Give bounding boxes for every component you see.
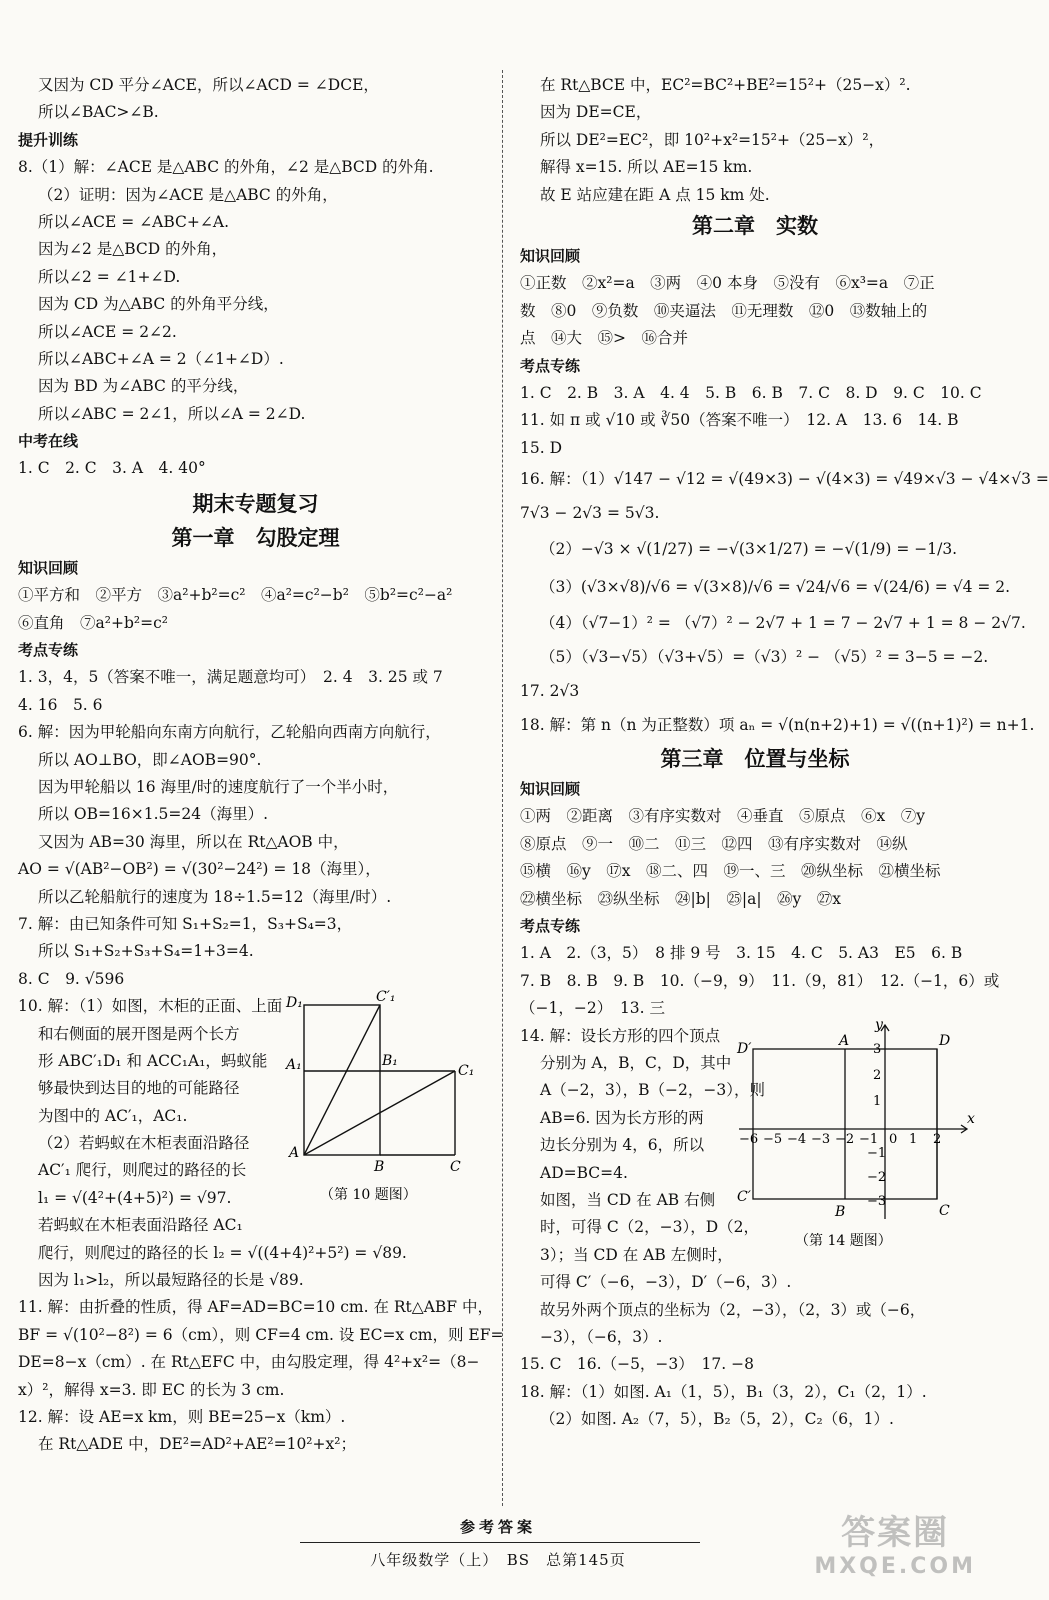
text-line: ①平方和 ②平方 ③a²+b²=c² ④a²=c²−b² ⑤b²=c²−a²: [18, 586, 453, 605]
section-heading: 考点专练: [520, 917, 581, 936]
text-line: 10. 解：（1）如图，木柜的正面、上面: [18, 997, 283, 1016]
question-14-block: [520, 1016, 990, 1297]
text-line: 12. 解：设 AE=x km，则 BE=25−x（km）.: [18, 1407, 346, 1426]
section-heading: 知识回顾: [18, 558, 79, 577]
text-line: 4. 16 5. 6: [18, 695, 103, 714]
point-d-label: D: [939, 1032, 951, 1049]
y-tick-label: 3: [873, 1041, 882, 1057]
text-line: ⑥直角 ⑦a²+b²=c²: [18, 613, 168, 632]
label-d1: D₁: [286, 995, 303, 1012]
text-line: 形 ABC′₁D₁ 和 ACC₁A₁，蚂蚁能: [38, 1051, 268, 1070]
text-line: 11. 如 π 或 √10 或 ∛50（答案不唯一） 12. A 13. 6 14. B: [520, 411, 959, 430]
figure-caption: （第 14 题图）: [795, 1232, 892, 1249]
text-line: 在 Rt△ADE 中，DE²=AD²+AE²=10²+x²；: [38, 1435, 356, 1454]
chapter-title: 第一章 勾股定理: [171, 525, 340, 550]
section-heading: 知识回顾: [520, 780, 581, 799]
section-heading: 提升训练: [18, 130, 79, 149]
text-line: （4）（√7−1）² = （√7）² − 2√7 + 1 = 7 − 2√7 + 1 = 8 − 2√7.: [540, 614, 1026, 633]
text-line: 分别为 A，B，C，D，其中: [540, 1053, 732, 1072]
point-c-label: C: [939, 1202, 950, 1219]
text-line: 18. 解：（1）如图. A₁（1，5），B₁（3，2），C₁（2，1）.: [520, 1382, 927, 1401]
text-line: ①两 ②距离 ③有序实数对 ④垂直 ⑤原点 ⑥x ⑦y: [520, 807, 925, 826]
x-tick-label: −6: [739, 1131, 759, 1147]
section-heading: 考点专练: [520, 356, 581, 375]
y-tick-label: 2: [873, 1067, 882, 1083]
footer-page-info: 八年级数学（上） BS 总第145页: [370, 1551, 626, 1569]
text-line: 15. D: [520, 438, 563, 457]
x-tick-label: −4: [787, 1131, 807, 1147]
watermark-bottom: MXQE.COM: [814, 1554, 976, 1579]
text-line: x）²，解得 x=3. 即 EC 的长为 3 cm.: [18, 1380, 285, 1399]
text-line: 点 ⑭大 ⑮> ⑯合并: [520, 329, 688, 348]
section-heading: 知识回顾: [520, 246, 581, 265]
text-line: （3）(√3×√8)/√6 = √(3×8)/√6 = √24/√6 = √(24/6) = √4 = 2.: [540, 578, 1011, 597]
text-line: 所以 OB=16×1.5=24（海里）.: [38, 805, 269, 824]
x-tick-label: 1: [909, 1131, 918, 1147]
text-line: 所以 S₁+S₂+S₃+S₄=1+3=4.: [38, 942, 254, 961]
x-tick-label: −1: [859, 1131, 879, 1147]
text-line: ⑧原点 ⑨一 ⑩二 ⑪三 ⑫四 ⑬有序实数对 ⑭纵: [520, 834, 908, 853]
footer-rule: [300, 1542, 700, 1543]
text-line: 因为∠2 是△BCD 的外角，: [38, 240, 228, 259]
label-a1: A₁: [286, 1057, 302, 1074]
label-b: B: [374, 1159, 385, 1176]
text-line: 6. 解：因为甲轮船向东南方向航行，乙轮船向西南方向航行，: [18, 723, 441, 742]
text-line: l₁ = √(4²+(4+5)²) = √97.: [38, 1188, 232, 1207]
watermark-logo: [814, 1505, 976, 1579]
text-line: 如图，当 CD 在 AB 右侧: [540, 1190, 716, 1209]
watermark-top: 答案圈: [841, 1513, 950, 1553]
left-column: [18, 72, 504, 1459]
text-line: 3）；当 CD 在 AB 左侧时，: [540, 1245, 733, 1264]
text-line: AO = √(AB²−OB²) = √(30²−24²) = 18（海里），: [18, 860, 381, 879]
label-a: A: [289, 1145, 300, 1162]
text-line: ㉒横坐标 ㉓纵坐标 ㉔|b| ㉕|a| ㉖y ㉗x: [520, 889, 842, 908]
label-c1: C₁: [458, 1063, 475, 1080]
text-line: 1. A 2.（3，5） 8 排 9 号 3. 15 4. C 5. A3 E5 6. B: [520, 944, 963, 963]
x-tick-label: −5: [763, 1131, 783, 1147]
text-line: （−1，−2） 13. 三: [520, 999, 666, 1018]
question-10-block: [18, 989, 493, 1212]
section-heading: 考点专练: [18, 641, 79, 660]
y-tick-label: −2: [867, 1169, 887, 1185]
text-line: DE=8−x（cm）. 在 Rt△EFC 中，由勾股定理，得 4²+x²=（8−: [18, 1353, 480, 1372]
point-b-label: B: [835, 1203, 846, 1220]
text-line: 所以 AO⊥BO，即∠AOB=90°.: [38, 750, 262, 769]
text-line: ①正数 ②x²=a ③两 ④0 本身 ⑤没有 ⑥x³=a ⑦正: [520, 274, 935, 293]
text-line: 11. 解：由折叠的性质，得 AF=AD=BC=10 cm. 在 Rt△ABF 中，: [18, 1298, 493, 1317]
text-line: 因为 CD 为△ABC 的外角平分线，: [38, 295, 279, 314]
text-line: 16. 解：（1）√147 − √12 = √(49×3) − √(4×3) = √49×√3 − √4×√3 =: [520, 470, 1049, 489]
text-line: 所以∠BAC>∠B.: [38, 103, 159, 122]
text-line: 够最快到达目的地的可能路径: [38, 1079, 240, 1098]
text-line: （5）（√3−√5）（√3+√5）=（√3）² − （√5）² = 3−5 = −2.: [540, 648, 989, 667]
y-tick-label: −3: [867, 1193, 887, 1209]
text-line: 7√3 − 2√3 = 5√3.: [520, 504, 660, 523]
figure-14-coordinate-plane: [735, 1016, 985, 1254]
text-line: 所以乙轮船航行的速度为 18÷1.5=12（海里/时）.: [38, 887, 392, 906]
text-line: 数 ⑧0 ⑨负数 ⑩夹逼法 ⑪无理数 ⑫0 ⑬数轴上的: [520, 301, 928, 320]
text-line: 故 E 站应建在距 A 点 15 km 处.: [540, 185, 770, 204]
text-line: AB=6. 因为长方形的两: [540, 1108, 704, 1127]
text-line: 和右侧面的展开图是两个长方: [38, 1024, 240, 1043]
text-line: 又因为 AB=30 海里，所以在 Rt△AOB 中，: [38, 832, 349, 851]
text-line: 爬行，则爬过的路径的长 l₂ = √((4+4)²+5²) = √89.: [38, 1243, 407, 1262]
text-line: （2）证明：因为∠ACE 是△ABC 的外角，: [38, 185, 338, 204]
text-line: A（−2，3），B（−2，−3），则: [540, 1081, 765, 1100]
text-line: 所以∠ACE = ∠ABC+∠A.: [38, 212, 230, 231]
point-c-prime-label: C′: [737, 1188, 751, 1205]
text-line: 因为 DE=CE，: [540, 103, 652, 122]
text-line: 故另外两个顶点的坐标为（2，−3），（2，3）或（−6，: [540, 1300, 926, 1319]
axis-x-label: x: [967, 1110, 975, 1127]
chapter-title: 第三章 位置与坐标: [660, 747, 850, 772]
text-line: 所以∠ABC+∠A = 2（∠1+∠D）.: [38, 349, 284, 368]
text-line: （2）若蚂蚁在木柜表面沿路径: [38, 1134, 250, 1153]
text-line: BF = √(10²−8²) = 6（cm），则 CF=4 cm. 设 EC=x cm，则 EF=: [18, 1325, 504, 1344]
text-line: 若蚂蚁在木柜表面沿路径 AC₁: [38, 1216, 243, 1235]
text-line: 可得 C′（−6，−3），D′（−6，3）.: [540, 1273, 792, 1292]
text-line: 1. C 2. C 3. A 4. 40°: [18, 459, 206, 478]
text-line: 时，可得 C（2，−3），D（2，: [540, 1218, 760, 1237]
x-tick-label: −2: [835, 1131, 855, 1147]
text-line: 15. C 16.（−5，−3） 17. −8: [520, 1355, 754, 1374]
point-a-label: A: [839, 1032, 850, 1049]
text-line: 因为 BD 为∠ABC 的平分线，: [38, 377, 249, 396]
text-line: 解得 x=15. 所以 AE=15 km.: [540, 158, 753, 177]
text-line: AD=BC=4.: [540, 1163, 628, 1182]
text-line: 7. 解：由已知条件可知 S₁+S₂=1，S₃+S₄=3，: [18, 914, 353, 933]
right-column: [520, 72, 1049, 1433]
figure-caption: （第 10 题图）: [320, 1187, 417, 1204]
section-heading: 中考在线: [18, 432, 79, 451]
text-line: 边长分别为 4，6，所以: [540, 1136, 705, 1155]
text-line: 因为 l₁>l₂，所以最短路径的长是 √89.: [38, 1271, 304, 1290]
text-line: 8.（1）解：∠ACE 是△ABC 的外角，∠2 是△BCD 的外角.: [18, 158, 434, 177]
column-divider: [502, 70, 503, 1506]
y-tick-label: −1: [867, 1145, 887, 1161]
footer-title: 参考答案: [459, 1518, 536, 1536]
text-line: 所以∠ABC = 2∠1，所以∠A = 2∠D.: [38, 404, 306, 423]
text-line: AC′₁ 爬行，则爬过的路径的长: [38, 1161, 247, 1180]
figure-10-cabinet: [280, 985, 490, 1210]
label-c: C: [450, 1159, 461, 1176]
chapter-title: 第二章 实数: [692, 213, 818, 238]
text-line: 18. 解：第 n（n 为正整数）项 aₙ = √(n(n+2)+1) = √((n+1)²) = n+1.: [520, 716, 1035, 735]
main-title: 期末专题复习: [192, 491, 319, 516]
text-line: 8. C 9. √596: [18, 969, 125, 988]
text-line: 所以 DE²=EC²，即 10²+x²=15²+（25−x）²，: [540, 130, 885, 149]
origin-label: 0: [889, 1131, 898, 1147]
text-line: −3），（−6，3）.: [540, 1327, 663, 1346]
y-tick-label: 1: [873, 1093, 882, 1109]
text-line: （2）−√3 × √(1/27) = −√(3×1/27) = −√(1/9) = −1/3.: [540, 540, 958, 559]
x-tick-label: 2: [933, 1131, 942, 1147]
text-line: 在 Rt△BCE 中，EC²=BC²+BE²=15²+（25−x）².: [540, 76, 911, 94]
text-line: 又因为 CD 平分∠ACE，所以∠ACD = ∠DCE，: [38, 76, 379, 94]
x-tick-label: −3: [811, 1131, 831, 1147]
text-line: 所以∠2 = ∠1+∠D.: [38, 267, 181, 286]
text-line: 1. C 2. B 3. A 4. 4 5. B 6. B 7. C 8. D 9. C 10. C: [520, 383, 982, 402]
text-line: ⑮横 ⑯y ⑰x ⑱二、四 ⑲一、三 ⑳纵坐标 ㉑横坐标: [520, 862, 941, 881]
text-line: 14. 解：设长方形的四个顶点: [520, 1026, 721, 1045]
text-line: 1. 3，4，5（答案不唯一，满足题意均可） 2. 4 3. 25 或 7: [18, 668, 443, 687]
text-line: 17. 2√3: [520, 682, 580, 701]
label-b1: B₁: [382, 1053, 398, 1070]
text-line: 7. B 8. B 9. B 10.（−9，9） 11.（9，81） 12.（−1，6）或: [520, 971, 1000, 990]
axis-y-label: y: [875, 1016, 883, 1033]
text-line: 为图中的 AC′₁，AC₁.: [38, 1106, 188, 1125]
label-c1-prime: C′₁: [376, 989, 396, 1006]
text-line: （2）如图. A₂（7，5），B₂（5，2），C₂（6，1）.: [540, 1410, 894, 1429]
text-line: 因为甲轮船以 16 海里/时的速度航行了一个半小时，: [38, 777, 399, 796]
text-line: 所以∠ACE = 2∠2.: [38, 322, 177, 341]
point-d-prime-label: D′: [737, 1040, 752, 1057]
